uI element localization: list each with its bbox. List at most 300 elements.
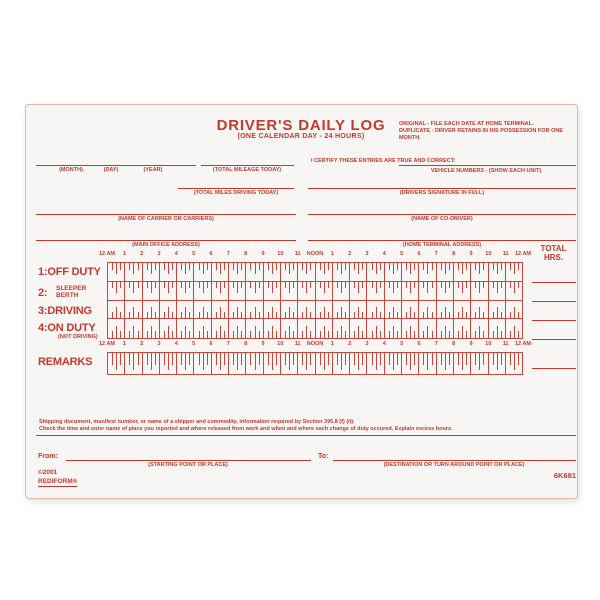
hour-cell (419, 301, 436, 319)
hour-cell (298, 319, 315, 338)
hour-cell (246, 282, 263, 300)
quarter-hour-tick (462, 263, 463, 274)
quarter-hour-tick (324, 282, 325, 293)
quarter-hour-tick (155, 353, 156, 365)
quarter-hour-tick (362, 263, 363, 270)
sleeper-line1: SLEEPER (56, 285, 87, 292)
quarter-hour-tick (203, 307, 204, 318)
quarter-hour-tick (306, 282, 307, 293)
hour-cell (229, 263, 246, 281)
duty-grid (107, 262, 523, 339)
quarter-hour-tick (250, 263, 251, 270)
hour-cell (385, 263, 402, 281)
hour-cell (212, 263, 229, 281)
filing-instruction-duplicate: DUPLICATE - DRIVER RETAINS IN HIS POSSESSION FOR ONE MONTH. (399, 128, 563, 141)
quarter-hour-tick (393, 282, 394, 293)
hour-label: 6 (209, 341, 213, 347)
quarter-hour-tick (241, 312, 242, 319)
quarter-hour-tick (501, 312, 502, 319)
quarter-hour-tick (501, 331, 502, 338)
quarter-hour-tick (151, 307, 152, 318)
quarter-hour-tick (216, 282, 217, 289)
quarter-hour-tick (199, 282, 200, 289)
quarter-hour-tick (272, 326, 273, 338)
quarter-hour-tick (216, 263, 217, 270)
quarter-hour-tick (120, 331, 121, 338)
quarter-hour-tick (151, 282, 152, 293)
quarter-hour-tick (320, 331, 321, 338)
quarter-hour-tick (376, 263, 377, 274)
hour-cell (177, 263, 194, 281)
from-entry-line (66, 460, 311, 461)
quarter-hour-tick (324, 326, 325, 338)
duty-row-on-duty-label (38, 322, 96, 334)
quarter-hour-tick (241, 353, 242, 365)
quarter-hour-tick (362, 353, 363, 365)
quarter-hour-tick (302, 353, 303, 365)
quarter-hour-tick (276, 331, 277, 338)
quarter-hour-tick (483, 353, 484, 365)
hour-label: 12 AM (99, 341, 115, 347)
quarter-hour-tick (493, 331, 494, 338)
hour-cell (367, 263, 384, 281)
quarter-hour-tick (341, 307, 342, 318)
quarter-hour-tick (354, 331, 355, 338)
quarter-hour-tick (427, 326, 428, 338)
quarter-hour-tick (337, 331, 338, 338)
quarter-hour-tick (427, 282, 428, 293)
quarter-hour-tick (345, 331, 346, 338)
quarter-hour-tick (207, 282, 208, 289)
quarter-hour-tick (255, 307, 256, 318)
hour-cell (419, 282, 436, 300)
hour-cell (108, 282, 125, 300)
quarter-hour-tick (116, 263, 117, 274)
quarter-hour-tick (164, 282, 165, 289)
total-miles-driving-label: (TOTAL MILES DRIVING TODAY) (193, 190, 279, 196)
quarter-hour-tick (250, 312, 251, 319)
hour-cell (385, 282, 402, 300)
quarter-hour-tick (445, 326, 446, 338)
quarter-hour-tick (285, 263, 286, 270)
quarter-hour-tick (185, 307, 186, 318)
quarter-hour-tick (393, 353, 394, 370)
quarter-hour-tick (276, 312, 277, 319)
hour-label: 1 (122, 341, 126, 347)
hour-label: 5 (192, 341, 196, 347)
hour-cell (143, 353, 160, 374)
total-hours-line-on-duty (532, 339, 576, 340)
quarter-hour-tick (462, 307, 463, 318)
quarter-hour-tick (354, 282, 355, 289)
hour-cell (143, 282, 160, 300)
quarter-hour-tick (427, 307, 428, 318)
quarter-hour-tick (147, 353, 148, 365)
quarter-hour-tick (320, 282, 321, 289)
quarter-hour-tick (497, 353, 498, 370)
hour-cell (160, 282, 177, 300)
carrier-line (36, 214, 296, 215)
quarter-hour-tick (289, 282, 290, 293)
quarter-hour-tick (389, 312, 390, 319)
quarter-hour-tick (302, 263, 303, 270)
quarter-hour-tick (302, 312, 303, 319)
hour-label: 10 (485, 341, 492, 347)
hour-cell (402, 353, 419, 374)
quarter-hour-tick (272, 353, 273, 370)
hour-cell (194, 282, 211, 300)
quarter-hour-tick (276, 282, 277, 289)
quarter-hour-tick (358, 353, 359, 370)
quarter-hour-tick (337, 353, 338, 365)
quarter-hour-tick (172, 312, 173, 319)
hour-cell (350, 353, 367, 374)
hour-cell (506, 282, 522, 300)
quarter-hour-tick (466, 331, 467, 338)
quarter-hour-tick (276, 353, 277, 365)
quarter-hour-tick (341, 263, 342, 274)
quarter-hour-tick (112, 331, 113, 338)
hour-cell (246, 319, 263, 338)
quarter-hour-tick (501, 353, 502, 365)
quarter-hour-tick (466, 312, 467, 319)
quarter-hour-tick (514, 326, 515, 338)
hour-cell (471, 319, 488, 338)
hour-cell (333, 319, 350, 338)
quarter-hour-tick (493, 263, 494, 270)
quarter-hour-tick (151, 353, 152, 370)
hour-cell (125, 319, 142, 338)
quarter-hour-tick (337, 263, 338, 270)
hour-cell (264, 263, 281, 281)
shipping-instructions (39, 419, 459, 433)
quarter-hour-tick (233, 331, 234, 338)
duty-1-text: OFF DUTY (47, 266, 101, 278)
quarter-hour-tick (112, 282, 113, 289)
hour-label: 9 (261, 341, 265, 347)
grid-row-off-duty (108, 263, 522, 282)
hour-cell (281, 319, 298, 338)
hour-cell (246, 353, 263, 374)
quarter-hour-tick (285, 331, 286, 338)
filing-instructions (399, 121, 574, 142)
hour-cell (506, 319, 522, 338)
hour-cell (125, 282, 142, 300)
from-label: From: (38, 453, 58, 460)
quarter-hour-tick (189, 263, 190, 270)
quarter-hour-tick (306, 326, 307, 338)
quarter-hour-tick (445, 282, 446, 293)
duty-row-off-duty-label (38, 266, 101, 278)
to-label: To: (318, 453, 329, 460)
quarter-hour-tick (345, 353, 346, 365)
hour-label: 7 (434, 251, 438, 257)
total-mileage-line (201, 165, 294, 166)
quarter-hour-tick (372, 282, 373, 289)
quarter-hour-tick (510, 282, 511, 289)
quarter-hour-tick (233, 282, 234, 289)
quarter-hour-tick (203, 353, 204, 370)
quarter-hour-tick (268, 312, 269, 319)
hour-label: 6 (417, 251, 421, 257)
quarter-hour-tick (462, 353, 463, 370)
hour-cell (125, 301, 142, 319)
co-driver-line (308, 214, 576, 215)
hour-cell (489, 353, 506, 374)
quarter-hour-tick (423, 263, 424, 270)
hour-cell (316, 282, 333, 300)
quarter-hour-tick (414, 331, 415, 338)
quarter-hour-tick (393, 263, 394, 274)
quarter-hour-tick (341, 326, 342, 338)
quarter-hour-tick (112, 263, 113, 270)
quarter-hour-tick (310, 263, 311, 270)
quarter-hour-tick (358, 263, 359, 274)
quarter-hour-tick (185, 353, 186, 370)
hour-label: 6 (417, 341, 421, 347)
hour-cell (298, 353, 315, 374)
quarter-hour-tick (259, 282, 260, 289)
quarter-hour-tick (341, 353, 342, 370)
duty-3-text: DRIVING (47, 305, 92, 317)
grid-row-on-duty (108, 319, 522, 338)
hour-cell (350, 319, 367, 338)
quarter-hour-tick (268, 282, 269, 289)
quarter-hour-tick (147, 312, 148, 319)
quarter-hour-tick (441, 353, 442, 365)
hour-label: 12 AM (515, 251, 531, 257)
quarter-hour-tick (268, 263, 269, 270)
quarter-hour-tick (293, 263, 294, 270)
hour-label: 11 (502, 251, 509, 257)
quarter-hour-tick (255, 326, 256, 338)
quarter-hour-tick (151, 263, 152, 274)
quarter-hour-tick (380, 282, 381, 289)
quarter-hour-tick (345, 263, 346, 270)
quarter-hour-tick (199, 353, 200, 365)
quarter-hour-tick (293, 353, 294, 365)
total-hours-header (526, 244, 581, 262)
hour-cell (402, 319, 419, 338)
quarter-hour-tick (199, 263, 200, 270)
quarter-hour-tick (362, 312, 363, 319)
quarter-hour-tick (151, 326, 152, 338)
duty-4-prefix: 4: (38, 322, 48, 334)
quarter-hour-tick (203, 263, 204, 274)
quarter-hour-tick (475, 312, 476, 319)
hour-cell (316, 319, 333, 338)
hour-cell (402, 282, 419, 300)
date-entry-line (36, 165, 196, 166)
form-number: 6K681 (553, 471, 576, 480)
quarter-hour-tick (189, 282, 190, 289)
hour-label: 7 (226, 341, 230, 347)
hour-label: 5 (192, 251, 196, 257)
quarter-hour-tick (501, 282, 502, 289)
quarter-hour-tick (168, 353, 169, 370)
quarter-hour-tick (406, 312, 407, 319)
quarter-hour-tick (354, 353, 355, 365)
quarter-hour-tick (414, 282, 415, 289)
hour-label: 4 (174, 251, 178, 257)
quarter-hour-tick (181, 331, 182, 338)
hour-cell (212, 301, 229, 319)
quarter-hour-tick (510, 331, 511, 338)
total-hours-line1: TOTAL (540, 244, 567, 253)
to-entry-line (333, 460, 576, 461)
hour-label: 9 (261, 251, 265, 257)
quarter-hour-tick (479, 307, 480, 318)
quarter-hour-tick (406, 331, 407, 338)
quarter-hour-tick (510, 263, 511, 270)
quarter-hour-tick (168, 307, 169, 318)
quarter-hour-tick (449, 282, 450, 289)
home-terminal-line (308, 240, 576, 241)
hour-cell (333, 282, 350, 300)
quarter-hour-tick (224, 353, 225, 365)
quarter-hour-tick (410, 307, 411, 318)
hour-label: 8 (452, 251, 456, 257)
quarter-hour-tick (449, 263, 450, 270)
hour-cell (177, 319, 194, 338)
quarter-hour-tick (328, 263, 329, 270)
duty-4-text: ON DUTY (47, 322, 96, 334)
quarter-hour-tick (479, 353, 480, 370)
hour-cell (489, 282, 506, 300)
quarter-hour-tick (241, 331, 242, 338)
hour-cell (402, 263, 419, 281)
hour-cell (177, 301, 194, 319)
hour-cell (108, 353, 125, 374)
quarter-hour-tick (372, 263, 373, 270)
quarter-hour-tick (432, 263, 433, 270)
quarter-hour-tick (501, 263, 502, 270)
quarter-hour-tick (237, 263, 238, 274)
quarter-hour-tick (237, 282, 238, 293)
quarter-hour-tick (389, 282, 390, 289)
hour-cell (454, 319, 471, 338)
quarter-hour-tick (172, 331, 173, 338)
drivers-daily-log-form (25, 104, 578, 499)
quarter-hour-tick (129, 331, 130, 338)
quarter-hour-tick (406, 282, 407, 289)
quarter-hour-tick (458, 263, 459, 270)
quarter-hour-tick (449, 312, 450, 319)
quarter-hour-tick (224, 263, 225, 270)
hour-cell (194, 301, 211, 319)
quarter-hour-tick (181, 282, 182, 289)
quarter-hour-tick (203, 282, 204, 293)
quarter-hour-tick (497, 326, 498, 338)
quarter-hour-tick (466, 353, 467, 365)
quarter-hour-tick (414, 263, 415, 270)
quarter-hour-tick (302, 331, 303, 338)
quarter-hour-tick (518, 282, 519, 289)
hour-cell (229, 353, 246, 374)
quarter-hour-tick (155, 331, 156, 338)
hour-cell (419, 319, 436, 338)
quarter-hour-tick (410, 282, 411, 293)
remarks-label: REMARKS (38, 356, 93, 368)
destination-label: (DESTINATION OR TURN AROUND POINT OR PLACE) (383, 462, 525, 468)
quarter-hour-tick (289, 307, 290, 318)
quarter-hour-tick (185, 282, 186, 293)
quarter-hour-tick (493, 353, 494, 365)
total-hours-line2: HRS. (543, 253, 564, 262)
quarter-hour-tick (406, 353, 407, 365)
quarter-hour-tick (224, 331, 225, 338)
shipping-instruction-line1: Shipping document, manifest number, or name of a shipper and commodity, information required by Section 395.8 (f) (ii). (39, 419, 355, 425)
hour-scale-bottom (99, 341, 531, 349)
quarter-hour-tick (445, 353, 446, 370)
quarter-hour-tick (259, 353, 260, 365)
total-hours-line-off-duty (532, 282, 576, 283)
quarter-hour-tick (259, 331, 260, 338)
hour-cell (143, 301, 160, 319)
hour-cell (298, 282, 315, 300)
quarter-hour-tick (237, 326, 238, 338)
hour-cell (212, 353, 229, 374)
quarter-hour-tick (497, 307, 498, 318)
quarter-hour-tick (497, 282, 498, 293)
quarter-hour-tick (354, 312, 355, 319)
sleeper-line2: BERTH (56, 292, 79, 299)
quarter-hour-tick (172, 263, 173, 270)
form-subtitle: (ONE CALENDAR DAY - 24 HOURS) (237, 133, 365, 140)
quarter-hour-tick (310, 331, 311, 338)
hour-label: 10 (485, 251, 492, 257)
quarter-hour-tick (164, 331, 165, 338)
total-hours-line-remarks (532, 368, 576, 369)
quarter-hour-tick (518, 353, 519, 365)
rediform-logo: REDIFORM® (38, 478, 78, 485)
quarter-hour-tick (397, 331, 398, 338)
hour-cell (177, 353, 194, 374)
quarter-hour-tick (372, 353, 373, 365)
quarter-hour-tick (293, 282, 294, 289)
quarter-hour-tick (138, 263, 139, 270)
hour-cell (160, 319, 177, 338)
hour-cell (506, 301, 522, 319)
quarter-hour-tick (129, 282, 130, 289)
quarter-hour-tick (458, 353, 459, 365)
duty-row-sleeper-prefix: 2: (38, 287, 48, 299)
quarter-hour-tick (514, 282, 515, 293)
quarter-hour-tick (259, 263, 260, 270)
carrier-label: (NAME OF CARRIER OR CARRIERS) (118, 216, 214, 222)
hour-cell (333, 263, 350, 281)
quarter-hour-tick (479, 282, 480, 293)
quarter-hour-tick (147, 263, 148, 270)
quarter-hour-tick (306, 307, 307, 318)
hour-cell (419, 353, 436, 374)
quarter-hour-tick (272, 307, 273, 318)
quarter-hour-tick (276, 263, 277, 270)
quarter-hour-tick (216, 312, 217, 319)
quarter-hour-tick (293, 331, 294, 338)
hour-label: 7 (226, 251, 230, 257)
hour-cell (506, 353, 522, 374)
quarter-hour-tick (397, 353, 398, 365)
hour-cell (350, 282, 367, 300)
quarter-hour-tick (185, 263, 186, 274)
hour-cell (160, 263, 177, 281)
hour-cell (229, 282, 246, 300)
quarter-hour-tick (155, 282, 156, 289)
quarter-hour-tick (189, 312, 190, 319)
quarter-hour-tick (306, 353, 307, 370)
hour-cell (281, 282, 298, 300)
